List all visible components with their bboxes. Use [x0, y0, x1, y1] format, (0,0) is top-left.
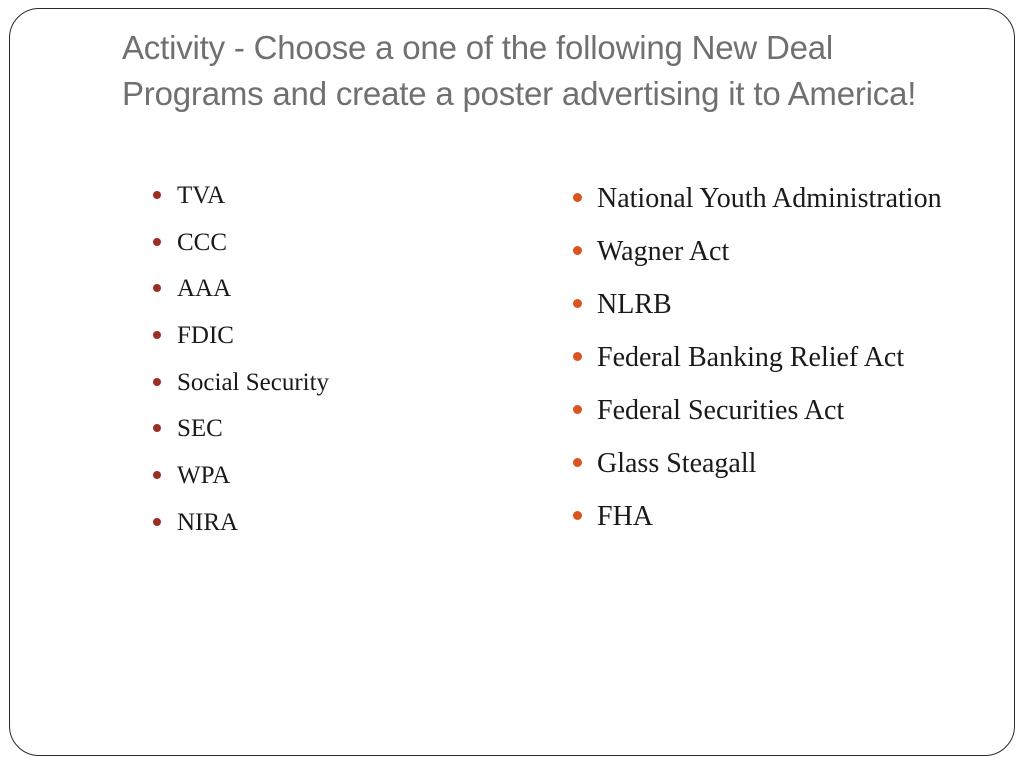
list-item-label: Glass Steagall	[597, 448, 757, 479]
bullet-icon	[573, 458, 582, 467]
list-item	[153, 410, 329, 457]
list-item	[573, 283, 993, 327]
list-item	[153, 457, 329, 504]
bullet-icon	[153, 378, 161, 386]
bullet-icon	[573, 193, 582, 202]
list-item-label: WPA	[177, 462, 231, 490]
slide-frame	[9, 8, 1015, 756]
list-item	[153, 270, 329, 317]
list-item-label: Social Security	[177, 368, 330, 396]
bullet-icon	[573, 352, 582, 361]
list-item	[153, 317, 329, 364]
list-item-label: NIRA	[177, 508, 239, 536]
bullet-icon	[153, 424, 161, 432]
list-item	[573, 177, 993, 221]
bullet-icon	[153, 191, 161, 199]
list-item-label: FHA	[597, 501, 654, 532]
bullet-icon	[153, 284, 161, 292]
list-item-label: Federal Banking Relief Act	[597, 342, 905, 373]
list-item	[573, 230, 993, 274]
bullet-icon	[153, 331, 161, 339]
bullet-icon	[153, 471, 161, 479]
bullet-icon	[573, 511, 582, 520]
list-item-label: TVA	[177, 182, 226, 209]
list-item	[573, 336, 993, 380]
list-item-label: National Youth Administration	[597, 183, 942, 214]
program-list-left	[153, 177, 329, 551]
list-item-label: FDIC	[177, 322, 234, 350]
list-item	[573, 495, 993, 539]
list-item	[573, 389, 993, 433]
list-item-label: Federal Securities Act	[597, 395, 845, 426]
list-item-label: CCC	[177, 228, 228, 256]
list-item	[153, 177, 329, 224]
slide-title: Activity - Choose a one of the following New Deal Programs and create a poster advertising it to America!	[122, 29, 917, 112]
list-item-label: NLRB	[597, 289, 672, 320]
bullet-icon	[573, 405, 582, 414]
list-item	[153, 364, 329, 411]
bullet-icon	[573, 246, 582, 255]
list-item-label: SEC	[177, 415, 223, 443]
bullet-icon	[153, 518, 161, 526]
bullet-icon	[153, 238, 161, 246]
bullet-icon	[573, 299, 582, 308]
list-item-label: AAA	[177, 275, 232, 303]
list-item	[153, 224, 329, 271]
list-item	[153, 504, 329, 551]
list-item	[573, 442, 993, 486]
program-list-right	[573, 177, 993, 548]
list-item-label: Wagner Act	[597, 236, 730, 267]
